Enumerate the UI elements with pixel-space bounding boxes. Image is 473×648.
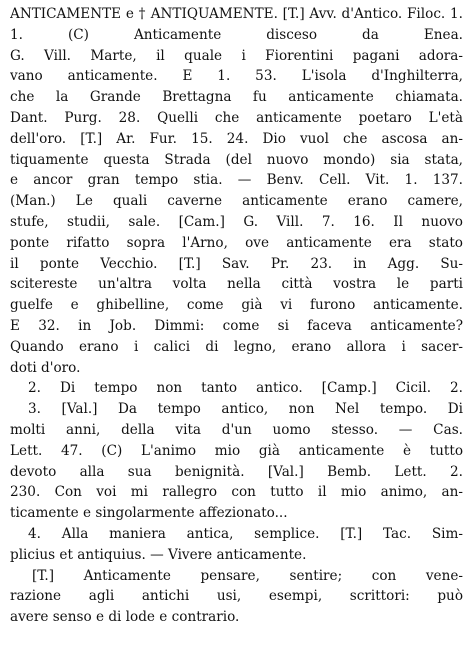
- entry-line: doti d'oro.: [10, 359, 81, 376]
- entry-line: E 32. in Job. Dimmi: come si faceva anticamente?: [10, 317, 463, 334]
- entry-line: stufe, studii, sale. [Cam.] G. Vill. 7. 16. Il nuovo: [10, 213, 463, 230]
- entry-line: che la Grande Brettagna fu anticamente chiamata.: [10, 89, 463, 106]
- entry-line: scitereste un'altra volta nella città vostra le parti: [10, 276, 463, 293]
- entry-line: guelfe e ghibelline, come già vi furono anticamente.: [10, 297, 463, 314]
- entry-line: Dant. Purg. 28. Quelli che anticamente poetaro L'età: [10, 109, 463, 126]
- sense-3-line: 3. [Val.] Da tempo antico, non Nel tempo. Di: [28, 401, 463, 418]
- entry-line: devoto alla sua benignità. [Val.] Bemb. Lett. 2.: [10, 463, 463, 480]
- entry-line: molti anni, della vita d'un uomo stesso. — Cas.: [10, 421, 463, 438]
- entry-line: 230. Con voi mi rallegro con tutto il mio animo, an-: [10, 484, 463, 501]
- entry-line: (Man.) Le quali caverne anticamente erano camere,: [10, 193, 463, 210]
- entry-line: ANTICAMENTE e † ANTIQUAMENTE. [T.] Avv. d'Antico. Filoc. 1. 1. (C) Anticamente disceso da Enea.: [10, 6, 463, 43]
- sense-4-line: 4. Alla maniera antica, semplice. [T.] Tac. Sim-: [28, 525, 463, 542]
- entry-line: plicius et antiquius. — Vivere anticamente.: [10, 546, 307, 563]
- note-line: [T.] Anticamente pensare, sentire; con vene-: [32, 567, 463, 584]
- sense-2-line: 2. Di tempo non tanto antico. [Camp.] Cicil. 2.: [28, 380, 463, 397]
- entry-line: ticamente e singolarmente affezionato...: [10, 505, 288, 522]
- entry-line: Quando erano i calici di legno, erano allora i sacer-: [10, 338, 463, 355]
- entry-line: avere senso e di lode e contrario.: [10, 609, 240, 626]
- entry-line: e ancor gran tempo stia. — Benv. Cell. Vit. 1. 137.: [10, 172, 463, 189]
- entry-line: G. Vill. Marte, il quale i Fiorentini pagani adora-: [10, 47, 463, 64]
- entry-line: il ponte Vecchio. [T.] Sav. Pr. 23. in Agg. Su-: [10, 255, 463, 272]
- entry-line: ponte rifatto sopra l'Arno, ove anticamente era stato: [10, 234, 463, 251]
- entry-line: tiquamente questa Strada (del nuovo mondo) sia stata,: [10, 151, 463, 168]
- entry-line: Lett. 47. (C) L'animo mio già anticamente è tutto: [10, 442, 463, 459]
- entry-line: vano anticamente. E 1. 53. L'isola d'Inghilterra,: [10, 68, 463, 85]
- entry-line: dell'oro. [T.] Ar. Fur. 15. 24. Dio vuol che ascosa an-: [10, 130, 463, 147]
- entry-line: razione agli antichi usi, esempi, scrittori: può: [10, 588, 463, 605]
